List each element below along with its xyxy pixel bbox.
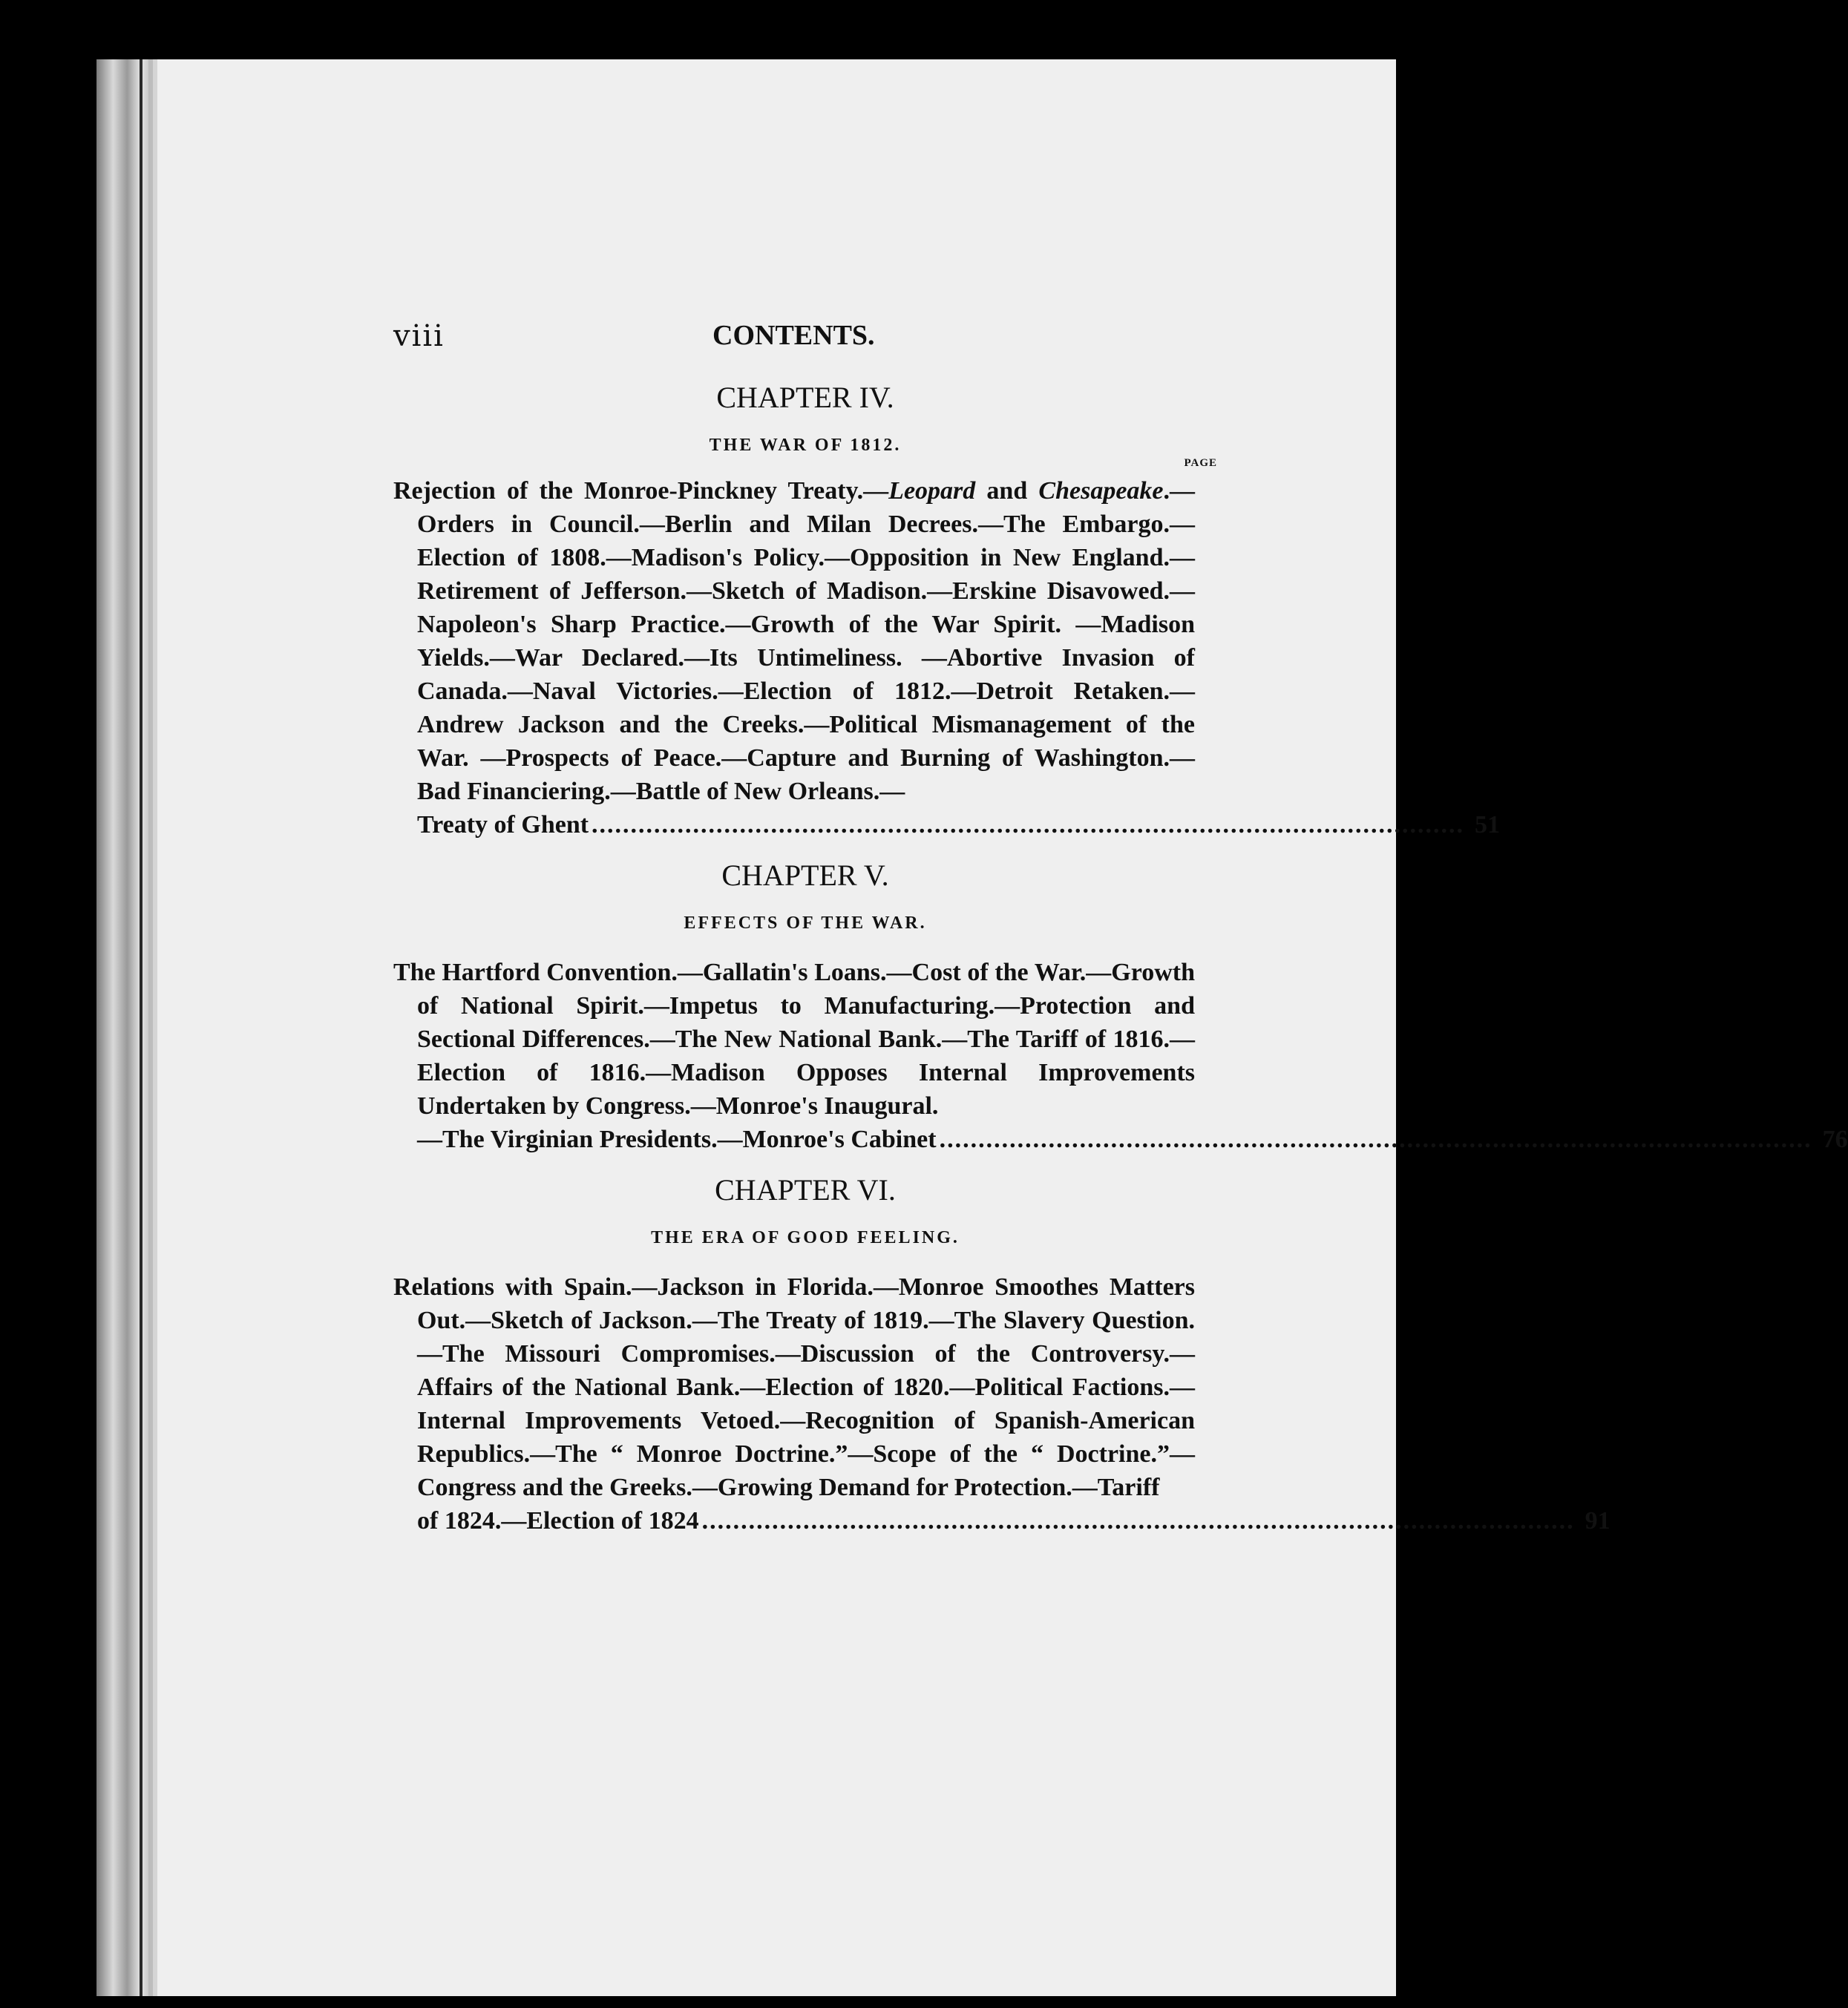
leader-dots: ................................................................................................................ <box>939 1126 1812 1153</box>
contents-text <box>393 319 1848 1538</box>
summary-last-line: Treaty of Ghent <box>417 811 589 839</box>
summary-italic: Leopard <box>888 477 976 505</box>
chapter-subtitle: THE WAR OF 1812. <box>709 436 902 455</box>
leader-dots: ................................................................................................................ <box>592 811 1465 839</box>
page-number: 91 <box>1585 1507 1611 1535</box>
chapter-subtitle: EFFECTS OF THE WAR. <box>684 913 927 933</box>
page-border-line <box>140 59 142 1996</box>
chapter-subtitle: THE ERA OF GOOD FEELING. <box>651 1228 960 1247</box>
chapter-heading: CHAPTER IV. <box>716 381 894 414</box>
leader-dots: ................................................................................................................ <box>701 1507 1575 1535</box>
chapter-heading: CHAPTER VI. <box>715 1173 896 1207</box>
chapter-entry-end <box>393 1504 1611 1538</box>
chapter-4 <box>393 380 1501 841</box>
summary-last-line: —The Virginian Presidents.—Monroe's Cabinet <box>417 1126 937 1153</box>
chapter-summary <box>393 474 1195 808</box>
chapter-6 <box>393 1172 1611 1538</box>
summary-italic: Chesapeake <box>1038 477 1164 505</box>
chapter-heading: CHAPTER V. <box>721 859 889 892</box>
chapter-summary: The Hartford Convention.—Gallatin's Loans.—Cost of the War.—Growth of National Spirit.—Impetus to Manufacturing.—Protection and Sectional Differences.—The New National Bank.—The Tariff of 1816.—Election of 1816.—Madison Opposes Internal Improvements Undertaken by Congress.—Monroe's Inaugural. <box>393 959 1195 1120</box>
chapter-5 <box>393 858 1848 1156</box>
summary-text: and <box>975 477 1039 505</box>
page-number: 51 <box>1475 811 1501 839</box>
summary-text: Rejection of the Monroe-Pinckney Treaty.— <box>393 477 889 505</box>
summary-text: .—Orders in Council.—Berlin and Milan Decrees.—The Embargo.—Election of 1808.—Madison's Policy.—Opposition in New England.—Retirement of Jefferson.—Sketch of Madison.—Erskine Disavowed.—Napoleon's Sharp Practice.—Growth of the War Spirit. —Madison Yields.—War Declared.—Its Untimeliness. —Abortive Invasion of Canada.—Naval Victories.—Election of 1812.—Detroit Retaken.—Andrew Jackson and the Creeks.—Political Mismanagement of the War. —Prospects of Peace.—Capture and Burning of Washington.—Bad Financiering.—Battle of New Orleans.— <box>417 477 1195 805</box>
page-folio: viii <box>393 319 445 353</box>
running-title: CONTENTS. <box>712 320 875 351</box>
page-column-label: PAGE <box>1184 457 1217 469</box>
page-edge <box>96 59 152 1996</box>
page-number: 76 <box>1822 1126 1848 1153</box>
chapter-entry-end <box>393 808 1501 841</box>
chapter-entry-end <box>393 1123 1848 1156</box>
summary-last-line: of 1824.—Election of 1824 <box>417 1507 699 1535</box>
running-head <box>393 319 1195 364</box>
chapter-summary: Relations with Spain.—Jackson in Florida.—Monroe Smoothes Matters Out.—Sketch of Jackson.—The Treaty of 1819.—The Slavery Question.—The Missouri Compromises.—Discussion of the Controversy.—Affairs of the National Bank.—Election of 1820.—Political Factions.—Internal Improvements Vetoed.—Recognition of Spanish-American Republics.—The “ Monroe Doctrine.”—Scope of the “ Doctrine.”—Congress and the Greeks.—Growing Demand for Protection.—Tariff <box>393 1273 1195 1501</box>
